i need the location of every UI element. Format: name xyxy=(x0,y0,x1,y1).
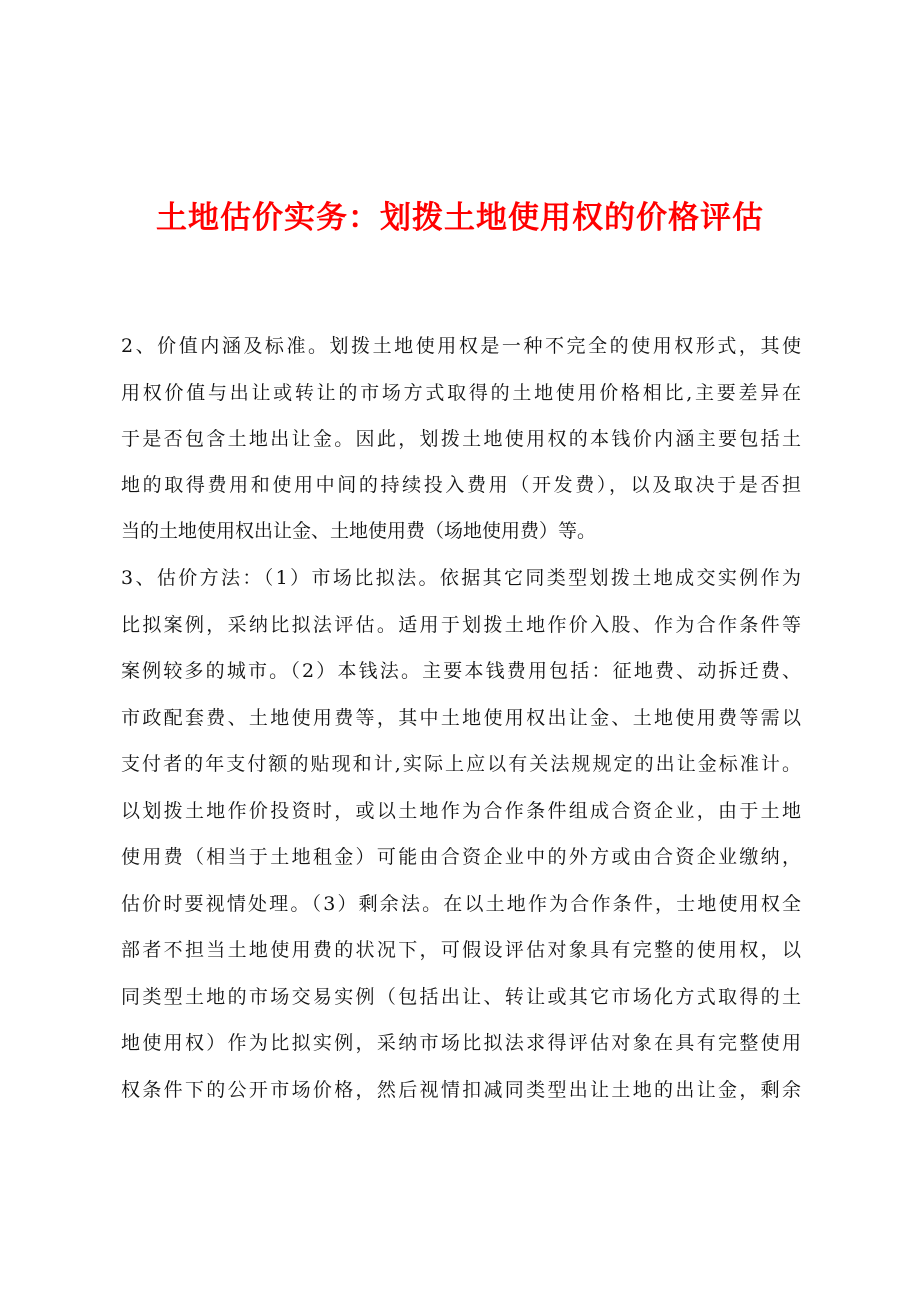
paragraph-1-line-5: 当的土地使用权出让金、土地使用费（场地使用费）等。 xyxy=(121,520,597,542)
paragraph-2-line-8: 估价时要视情处理。（3）剩余法。在以土地作为合作条件，士地使用权全 xyxy=(121,893,801,915)
paragraph-2-line-4: 市政配套费、土地使用费等，其中土地使用权出让金、土地使用费等需以 xyxy=(121,707,801,729)
paragraph-2-line-11: 地使用权）作为比拟实例，采纳市场比拟法求得评估对象在具有完整使用 xyxy=(121,1032,801,1054)
paragraph-2-line-5: 支付者的年支付额的贴现和计,实际上应以有关法规规定的出让金标准计。 xyxy=(121,753,801,775)
paragraph-1-line-1: 2、价值内涵及标准。划拨土地使用权是一种不完全的使用权形式，其使 xyxy=(121,335,801,357)
paragraph-2-line-2: 比拟案例，采纳比拟法评估。适用于划拨土地作价入股、作为合作条件等 xyxy=(121,614,801,636)
paragraph-2-line-3: 案例较多的城市。（2）本钱法。主要本钱费用包括：征地费、动拆迁费、 xyxy=(121,660,801,682)
document-title: 土地估价实务：划拨土地使用权的价格评估 xyxy=(156,200,764,236)
paragraph-2-line-10: 同类型土地的市场交易实例（包括出让、转让或其它市场化方式取得的土 xyxy=(121,986,801,1008)
paragraph-2-line-12: 权条件下的公开市场价格，然后视情扣减同类型出让土地的出让金，剩余 xyxy=(121,1079,801,1101)
paragraph-2-line-1: 3、估价方法：（1）市场比拟法。依据其它同类型划拨土地成交实例作为 xyxy=(121,567,801,589)
paragraph-1-line-4: 地的取得费用和使用中间的持续投入费用（开发费），以及取决于是否担 xyxy=(121,474,801,496)
paragraph-2-line-7: 使用费（相当于土地租金）可能由合资企业中的外方或由合资企业缴纳， xyxy=(121,846,801,868)
paragraph-2-line-6: 以划拨土地作价投资时，或以土地作为合作条件组成合资企业，由于土地 xyxy=(121,800,801,822)
paragraph-2-line-9: 部者不担当土地使用费的状况下，可假设评估对象具有完整的使用权，以 xyxy=(121,939,801,961)
paragraph-1-line-2: 用权价值与出让或转让的市场方式取得的土地使用价格相比,主要差异在 xyxy=(121,382,801,404)
paragraph-1-line-3: 于是否包含土地出让金。因此，划拨土地使用权的本钱价内涵主要包括土 xyxy=(121,428,801,450)
